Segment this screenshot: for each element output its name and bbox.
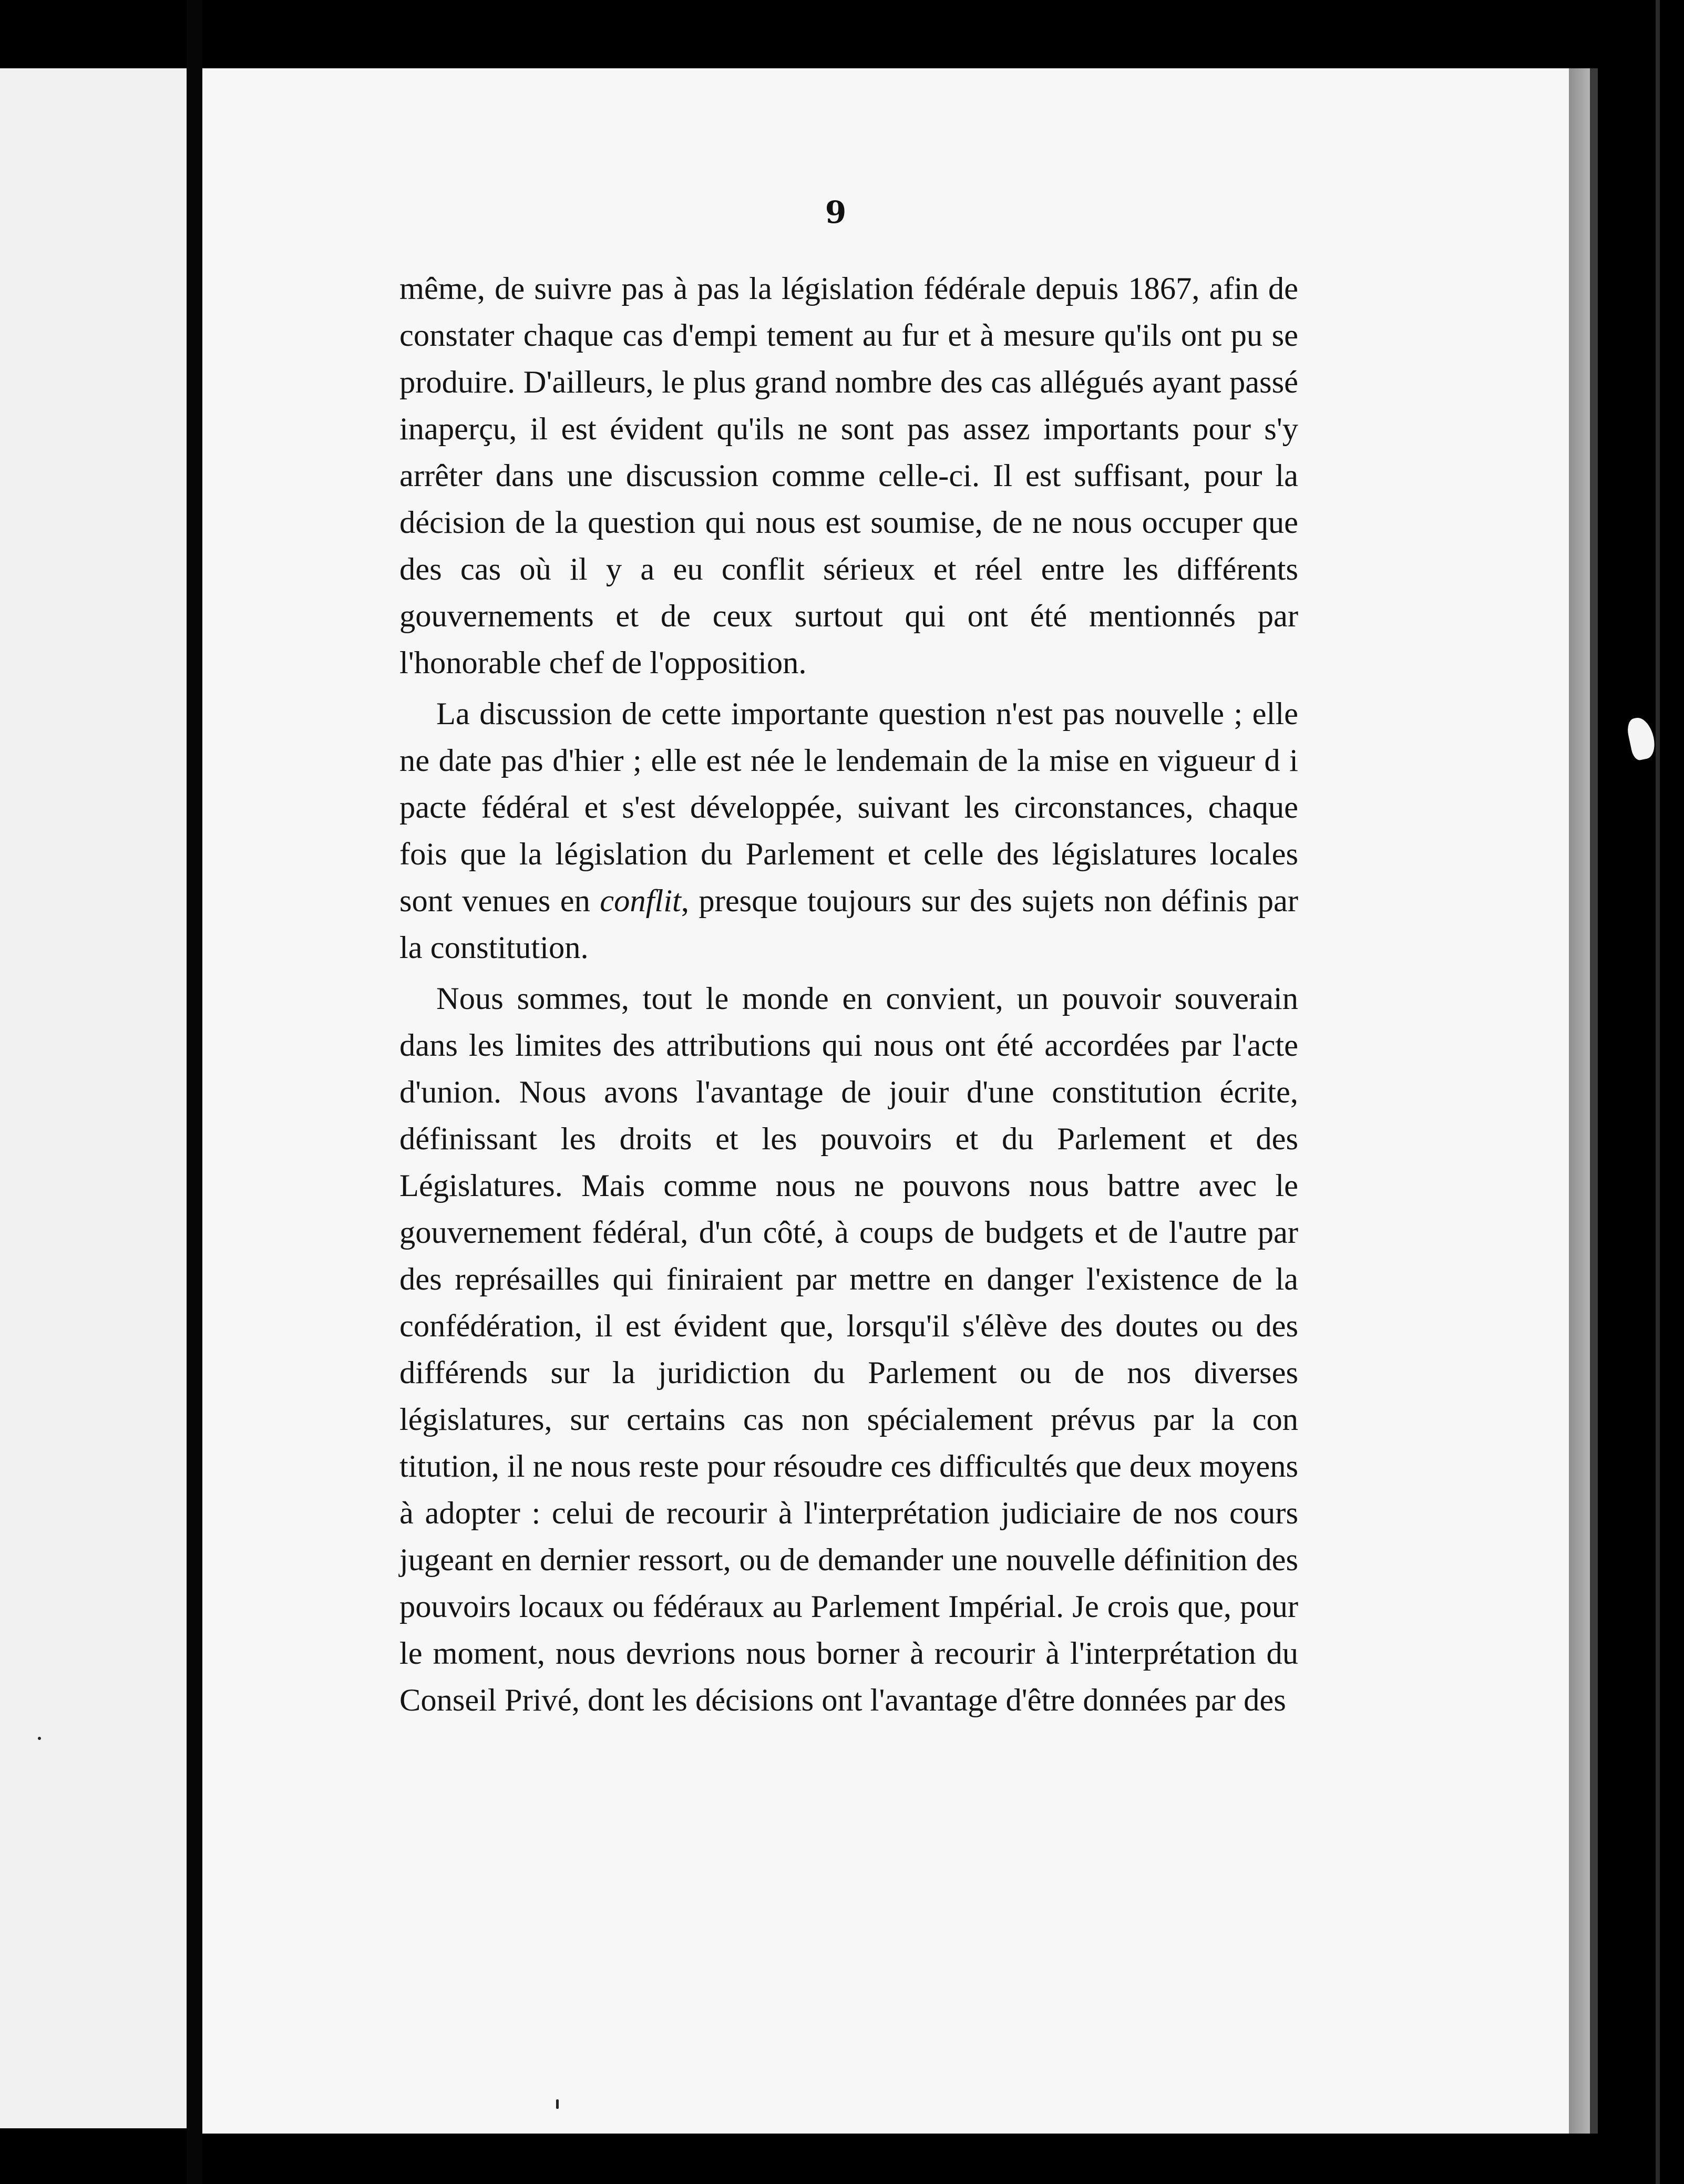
text-run: même, de suivre pas à pas la législation fédérale depuis 1867, afin de constater chaque cas d'empi tement au fur et à mesure qu'ils ont pu se produire. D'ailleurs, le plus grand nombre des cas allégués ayant passé inaperçu, il est évident qu'ils ne sont pas assez importants pour s'y arrêter dans une discussion comme celle-ci. Il est suffisant, pour la décision de la question qui nous est soumise, de ne nous occuper que des cas où il y a eu conflit sérieux et réel entre les différents gouvernements et de ceux surtout qui ont été mentionnés par l'honorable chef de l'opposition. [399,271,1298,681]
italic-word: conflit [600,883,681,919]
page-edge-dark [1590,68,1598,2134]
paragraph-souverain [399,975,1298,1724]
text-run: La discussion de cette importante question n'est pas nouvelle ; elle ne date pas d'hier ; elle est née le lendemain de la mise en vigueur d i pacte fédéral et s'est développée, suivant les circonstances, chaque fois que la législation du Parlement et celle des législatures locales sont venues en [399,696,1298,919]
right-margin-strip [1598,0,1684,2184]
page-gutter [187,0,202,2184]
scan-speck [38,1737,41,1740]
paragraph-discussion [399,691,1298,971]
text-run: Nous sommes, tout le monde en convient, un pouvoir souverain dans les limites des attributions qui nous ont été accordées par l'acte d'union. Nous avons l'avantage de jouir d'une constitution écrite, définissant les droits et les pouvoirs et du Parlement et des Législatures. Mais comme nous ne pouvons nous battre avec le gouvernement fédéral, d'un côté, à coups de budgets et de l'autre par des représailles qui finiraient par mettre en danger l'existence de la confédération, il est évident que, lorsqu'il s'élève des doutes ou des différends sur la juridiction du Parlement ou de nos diverses législatures, sur certains cas non spécialement prévus par la con titution, il ne nous reste pour résoudre ces difficultés que deux moyens à adopter : celui de recourir à l'interprétation judiciaire de nos cours jugeant en dernier ressort, ou de demander une nouvelle définition des pouvoirs locaux ou fédéraux au Parlement Impérial. Je crois que, pour le moment, nous devrions nous borner à recourir à l'interprétation du Conseil Privé, dont les décisions ont l'avantage d'être données par des [399,981,1298,1718]
page-edge-shadow [1569,68,1590,2134]
text-run: , presque toujours sur des sujets non définis par la constitution. [399,883,1298,965]
body-text [399,265,1298,1728]
right-margin-line [1656,0,1660,2184]
facing-page-edge [0,68,187,2128]
paragraph-continuation [399,265,1298,686]
scan-speck [556,2099,559,2109]
page-number: 9 [825,194,847,230]
